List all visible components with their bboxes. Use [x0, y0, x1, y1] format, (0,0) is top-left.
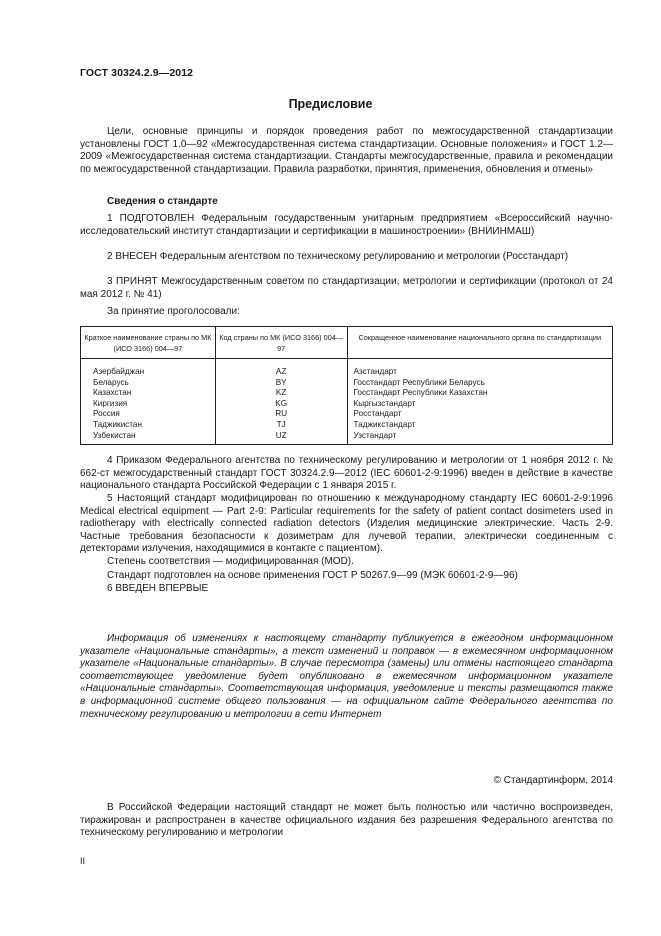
legal-notice: В Российской Федерации настоящий стандарт не может быть полностью или частично воспроизведен, тиражирован и распространен в качестве официального издания без разрешения Федерального агентства по техническому регулированию и метрологии: [80, 802, 613, 839]
item-3-paragraph: 3 ПРИНЯТ Межгосударственным советом по стандартизации, метрологии и сертификации (протокол от 24 мая 2012 г. № 41): [80, 276, 613, 300]
info-notice: Информация об изменениях к настоящему стандарту публикуется в ежегодном информационном указателе «Национальные стандарты», а текст изменений и поправок — в ежемесячном информационном указателе «Национальные стандарты». В случае пересмотра (замены) или отмены настоящего стандарта соответствующее уведомление будет опубликовано в ежемесячном информационном указателе «Национальные стандарты». Соответствующая информация, уведомление и тексты размещаются также в информационной системе общего пользования — на официальном сайте Федерального агентства по техническому регулированию и метрологии в сети Интернет: [80, 633, 613, 720]
item-6-line: 6 ВВЕДЕН ВПЕРВЫЕ: [107, 583, 209, 594]
column-header-code: Код страны по МК (ИСО 3166) 004—97: [215, 327, 347, 359]
code-cell: TJ: [215, 420, 347, 431]
country-cell: Киргизия: [81, 399, 216, 410]
body-cell: Азстандарт: [347, 359, 612, 378]
basis-line: Стандарт подготовлен на основе применения ГОСТ Р 50267.9—99 (МЭК 60601-2-9—96): [107, 570, 518, 581]
conformity-line: Степень соответствия — модифицированная (MOD).: [107, 556, 354, 567]
body-cell: Кыргызстандарт: [347, 399, 612, 410]
table-row: [81, 420, 613, 431]
code-cell: UZ: [215, 431, 347, 445]
table-header-row: [81, 327, 613, 359]
code-cell: KG: [215, 399, 347, 410]
item-5-paragraph: 5 Настоящий стандарт модифицирован по отношению к международному стандарту IEC 60601-2-9:1996 Medical electrical equipment — Part 2-9: Particular requirements for the safety of patient contact dosimeters used in radiotherapy with electrically connected radiation detectors (Изделия медицинские электрические. Часть 2-9. Частные требования безопасности к дозиметрам для лучевой терапии, электрически соединенным с детекторами излучения, находящимися в контакте с пациентом).: [80, 493, 613, 555]
table-row: [81, 399, 613, 410]
table-row: [81, 378, 613, 389]
item-1-paragraph: 1 ПОДГОТОВЛЕН Федеральным государственным унитарным предприятием «Всероссийский научно-исследовательский институт стандартизации и сертификации в машиностроении» (ВНИИНМАШ): [80, 213, 613, 237]
code-cell: BY: [215, 378, 347, 389]
body-cell: Госстандарт Республики Казахстан: [347, 388, 612, 399]
table-row: [81, 388, 613, 399]
countries-table: [80, 326, 613, 445]
code-cell: AZ: [215, 359, 347, 378]
code-cell: KZ: [215, 388, 347, 399]
document-id-header: ГОСТ 30324.2.9—2012: [80, 67, 194, 79]
column-header-body: Сокращенное наименование национального органа по стандартизации: [347, 327, 612, 359]
country-cell: Азербайджан: [81, 359, 216, 378]
copyright-line: © Стандартинформ, 2014: [493, 775, 613, 786]
vote-intro: За принятие проголосовали:: [107, 306, 240, 317]
code-cell: RU: [215, 409, 347, 420]
country-cell: Россия: [81, 409, 216, 420]
country-cell: Узбекистан: [81, 431, 216, 445]
country-cell: Казахстан: [81, 388, 216, 399]
page-title: Предисловие: [288, 97, 373, 111]
body-cell: Госстандарт Республики Беларусь: [347, 378, 612, 389]
table-row: [81, 359, 613, 378]
section-heading: Сведения о стандарте: [107, 196, 218, 207]
item-2-paragraph: 2 ВНЕСЕН Федеральным агентством по техническому регулированию и метрологии (Росстандарт): [107, 251, 569, 262]
body-cell: Узстандарт: [347, 431, 612, 445]
item-4-paragraph: 4 Приказом Федерального агентства по техническому регулированию и метрологии от 1 ноября 2012 г. № 662-ст межгосударственный стандарт ГОСТ 30324.2.9—2012 (IEC 60601-2-9:1996) введен в действие в качестве национального стандарта Российской Федерации с 1 января 2015 г.: [80, 455, 613, 492]
table-row: [81, 409, 613, 420]
page-number: II: [80, 856, 86, 866]
country-cell: Таджикистан: [81, 420, 216, 431]
body-cell: Таджикстандарт: [347, 420, 612, 431]
column-header-country: Краткое наименование страны по МК (ИСО 3166) 004—97: [81, 327, 216, 359]
body-cell: Росстандарт: [347, 409, 612, 420]
table-row: [81, 431, 613, 445]
intro-paragraph: Цели, основные принципы и порядок проведения работ по межгосударственной стандартизации установлены ГОСТ 1.0—92 «Межгосударственная система стандартизации. Основные положения» и ГОСТ 1.2—2009 «Межгосударственная система стандартизации. Стандарты межгосударственные, правила и рекомендации по межгосударственной стандартизации. Правила разработки, принятия, применения, обновления и отмены»: [80, 126, 613, 175]
country-cell: Беларусь: [81, 378, 216, 389]
